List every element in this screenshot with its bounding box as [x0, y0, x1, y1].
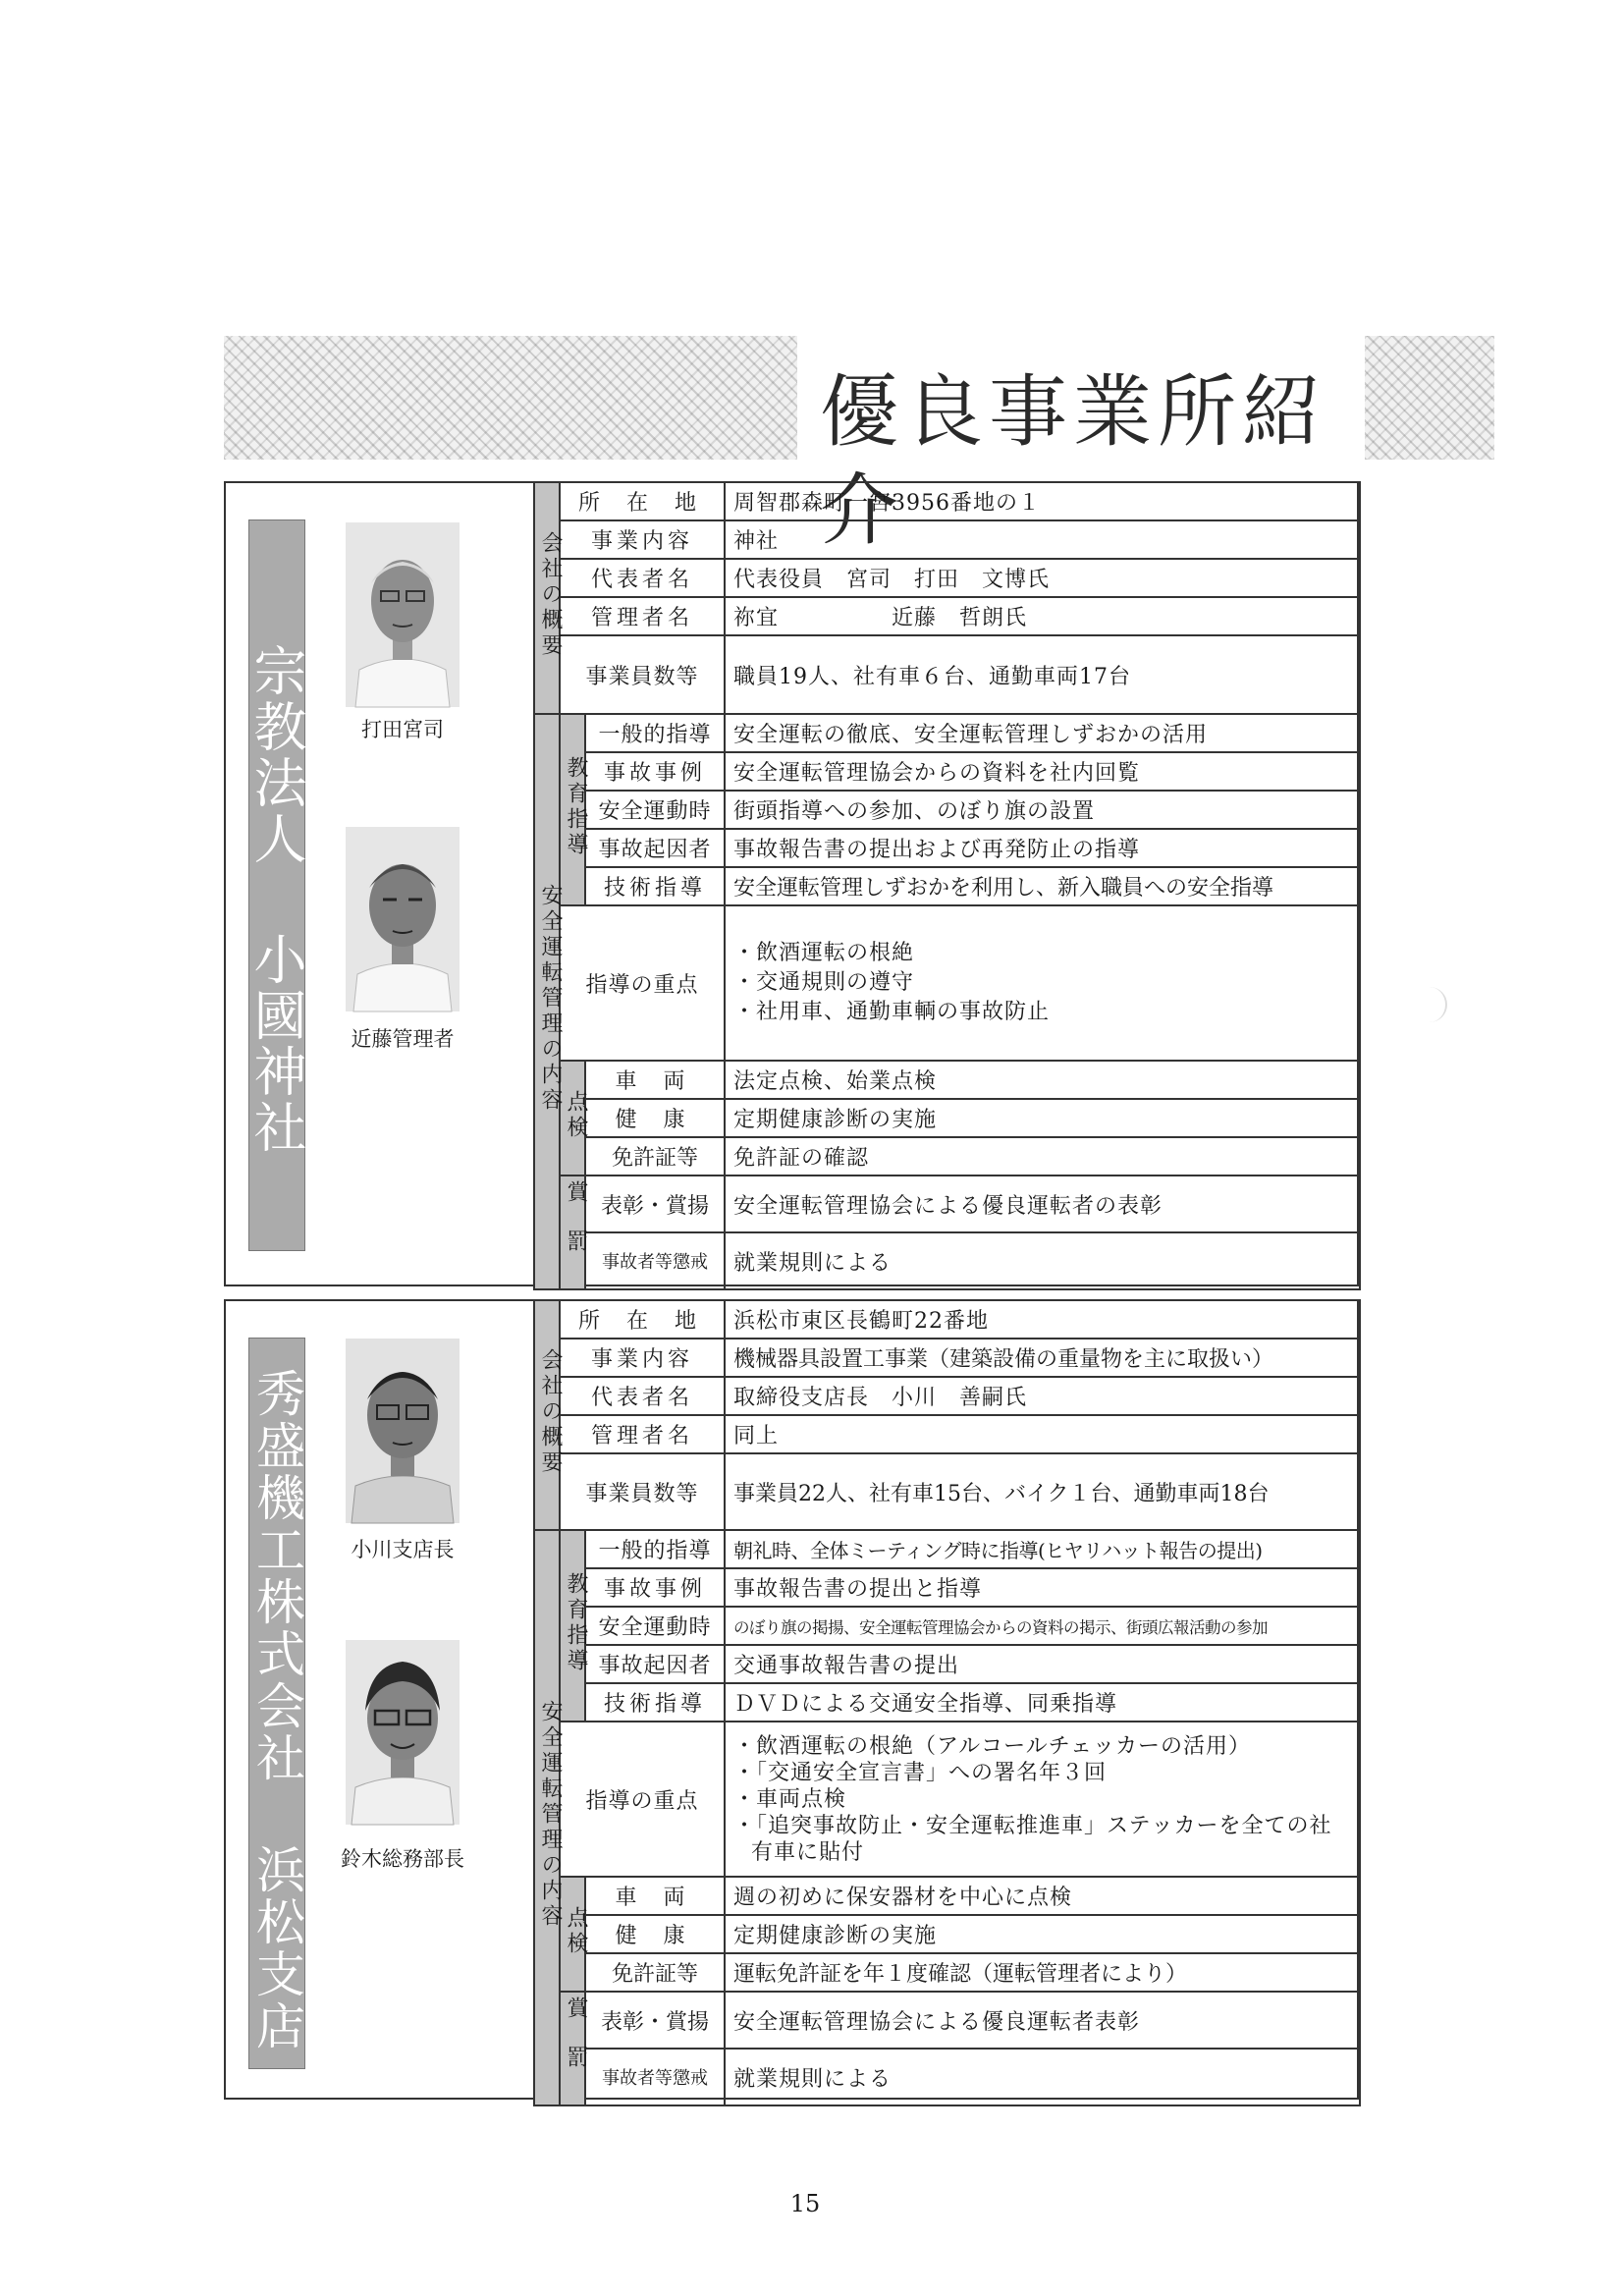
row-value: 就業規則による [725, 1232, 1360, 1289]
row-label: 事業内容 [560, 520, 725, 559]
row-label: 所 在 地 [560, 1300, 725, 1339]
table-row [534, 1137, 1360, 1175]
person-icon [346, 1339, 460, 1523]
table-row [534, 714, 1360, 752]
focus-list [725, 905, 1360, 1061]
table-row [534, 1377, 1360, 1415]
row-value: 安全運転管理しずおかを利用し、新入職員への安全指導 [725, 867, 1360, 905]
row-label: 車 両 [585, 1061, 725, 1099]
group-header-education: 教育指導 [560, 1530, 585, 1722]
group-header-overview: 会社の概要 [534, 1300, 560, 1530]
row-label: 事故者等懲戒 [585, 1232, 725, 1289]
row-label: 技術指導 [585, 1683, 725, 1722]
table-row [534, 1175, 1360, 1232]
row-value: 事故報告書の提出および再発防止の指導 [725, 829, 1360, 867]
group-header-safety: 安全運転管理の内容 [534, 714, 560, 1289]
page-margin-mark [1426, 987, 1447, 1022]
list-item: ・飲酒運転の根絶（アルコールチェッカーの活用） [733, 1733, 1252, 1759]
row-label: 車 両 [585, 1877, 725, 1915]
company-section-1 [224, 481, 1359, 1286]
photo-caption: 近藤管理者 [351, 1027, 455, 1051]
header-pattern-right [1365, 336, 1494, 460]
company-info-table [533, 1299, 1361, 2106]
person-icon [346, 1640, 460, 1825]
photo-caption: 打田宮司 [361, 718, 444, 741]
row-value: 朝礼時、全体ミーティング時に指導(ヒヤリハット報告の提出) [725, 1530, 1360, 1568]
table-row [534, 520, 1360, 559]
row-value: 街頭指導への参加、のぼり旗の設置 [725, 791, 1360, 829]
page-title: 優良事業所紹介 [820, 366, 1326, 556]
row-label: 事業内容 [560, 1339, 725, 1377]
list-item: ・車両点検 [733, 1786, 847, 1812]
row-value: 定期健康診断の実施 [725, 1099, 1360, 1137]
row-label: 代表者名 [560, 1377, 725, 1415]
table-row [534, 1339, 1360, 1377]
row-label: 指導の重点 [560, 905, 725, 1061]
company-info-table [533, 481, 1361, 1290]
table-row [534, 635, 1360, 714]
row-label: 事故事例 [585, 1568, 725, 1607]
list-item: ・交通規則の遵守 [733, 970, 915, 995]
row-value: 事業員22人、社有車15台、バイク１台、通勤車両18台 [725, 1453, 1360, 1530]
row-value: 周智郡森町一宮3956番地の１ [725, 482, 1360, 520]
row-label: 所 在 地 [560, 482, 725, 520]
row-value: 取締役支店長 小川 善嗣氏 [725, 1377, 1360, 1415]
row-value: 安全運転管理協会による優良運転者表彰 [725, 1992, 1360, 2049]
row-value: 運転免許証を年１度確認（運転管理者により） [725, 1953, 1360, 1992]
company-section-2 [224, 1299, 1359, 2100]
table-row [534, 1300, 1360, 1339]
portrait-photo [346, 1339, 460, 1523]
table-row [534, 559, 1360, 597]
row-value: 祢宜 近藤 哲朗氏 [725, 597, 1360, 635]
table-row [534, 1607, 1360, 1645]
table-row [534, 1415, 1360, 1453]
row-value: 免許証の確認 [725, 1137, 1360, 1175]
table-row [534, 1683, 1360, 1722]
row-value: 同上 [725, 1415, 1360, 1453]
row-value: 交通事故報告書の提出 [725, 1645, 1360, 1683]
row-label: 指導の重点 [560, 1722, 725, 1877]
row-label: 免許証等 [585, 1953, 725, 1992]
row-label: 免許証等 [585, 1137, 725, 1175]
row-label: 事故者等懲戒 [585, 2049, 725, 2105]
row-label: 事業員数等 [560, 1453, 725, 1530]
row-value: 定期健康診断の実施 [725, 1915, 1360, 1953]
row-value: 機械器具設置工事業（建築設備の重量物を主に取扱い） [725, 1339, 1360, 1377]
table-row [534, 791, 1360, 829]
table-row [534, 1645, 1360, 1683]
table-row [534, 1877, 1360, 1915]
portrait-photo [346, 827, 460, 1011]
row-value: 週の初めに保安器材を中心に点検 [725, 1877, 1360, 1915]
row-label: 事業員数等 [560, 635, 725, 714]
portrait-photo [346, 1640, 460, 1825]
group-header-reward: 賞罰 [560, 1992, 585, 2105]
row-label: 技術指導 [585, 867, 725, 905]
group-header-safety: 安全運転管理の内容 [534, 1530, 560, 2105]
row-value: 浜松市東区長鶴町22番地 [725, 1300, 1360, 1339]
table-row [534, 829, 1360, 867]
row-value: 職員19人、社有車６台、通勤車両17台 [725, 635, 1360, 714]
group-header-overview: 会社の概要 [534, 482, 560, 714]
list-item: ・「追突事故防止・安全運転推進車」ステッカーを全ての社有車に貼付 [733, 1813, 1332, 1865]
row-label: 健 康 [585, 1915, 725, 1953]
person-icon [346, 522, 460, 707]
company-name: 秀盛機工株式会社 浜松支店 [248, 1338, 305, 2069]
row-value: 安全運転管理協会からの資料を社内回覧 [725, 752, 1360, 791]
table-row [534, 1722, 1360, 1877]
company-name: 宗教法人 小國神社 [248, 519, 305, 1251]
group-header-inspection: 点検 [560, 1061, 585, 1175]
table-row [534, 752, 1360, 791]
group-header-reward: 賞罰 [560, 1175, 585, 1289]
row-label: 事故事例 [585, 752, 725, 791]
row-value: 就業規則による [725, 2049, 1360, 2105]
table-row [534, 867, 1360, 905]
row-label: 表彰・賞揚 [585, 1992, 725, 2049]
table-row [534, 2049, 1360, 2105]
row-value: 法定点検、始業点検 [725, 1061, 1360, 1099]
row-label: 一般的指導 [585, 714, 725, 752]
table-row [534, 1568, 1360, 1607]
table-row [534, 1061, 1360, 1099]
list-item: ・飲酒運転の根絶 [733, 941, 915, 965]
header-pattern-left [224, 336, 797, 460]
group-header-education: 教育指導 [560, 714, 585, 905]
table-row [534, 1915, 1360, 1953]
row-value: のぼり旗の掲揚、安全運転管理協会からの資料の掲示、街頭広報活動の参加 [725, 1607, 1360, 1645]
photo-caption: 鈴木総務部長 [341, 1847, 464, 1871]
row-label: 事故起因者 [585, 829, 725, 867]
row-value: 安全運転管理協会による優良運転者の表彰 [725, 1175, 1360, 1232]
row-label: 管理者名 [560, 597, 725, 635]
row-value: 事故報告書の提出と指導 [725, 1568, 1360, 1607]
table-row [534, 1453, 1360, 1530]
page-number: 15 [789, 2190, 821, 2217]
photo-caption: 小川支店長 [351, 1538, 455, 1561]
group-header-inspection: 点検 [560, 1877, 585, 1992]
table-row [534, 482, 1360, 520]
row-label: 管理者名 [560, 1415, 725, 1453]
row-label: 代表者名 [560, 559, 725, 597]
row-value: 神社 [725, 520, 1360, 559]
list-item: ・「交通安全宣言書」への署名年３回 [733, 1760, 1108, 1785]
table-row [534, 905, 1360, 1061]
focus-list [725, 1722, 1360, 1877]
table-row [534, 1530, 1360, 1568]
row-label: 表彰・賞揚 [585, 1175, 725, 1232]
table-row [534, 1953, 1360, 1992]
table-row [534, 1099, 1360, 1137]
table-row [534, 1232, 1360, 1289]
row-label: 安全運動時 [585, 791, 725, 829]
row-label: 安全運動時 [585, 1607, 725, 1645]
row-label: 健 康 [585, 1099, 725, 1137]
portrait-photo [346, 522, 460, 707]
row-value: ＤＶＤによる交通安全指導、同乗指導 [725, 1683, 1360, 1722]
row-label: 事故起因者 [585, 1645, 725, 1683]
table-row [534, 597, 1360, 635]
row-value: 代表役員 宮司 打田 文博氏 [725, 559, 1360, 597]
row-value: 安全運転の徹底、安全運転管理しずおかの活用 [725, 714, 1360, 752]
person-icon [346, 827, 460, 1011]
list-item: ・社用車、通勤車輌の事故防止 [733, 1000, 1051, 1024]
table-row [534, 1992, 1360, 2049]
row-label: 一般的指導 [585, 1530, 725, 1568]
